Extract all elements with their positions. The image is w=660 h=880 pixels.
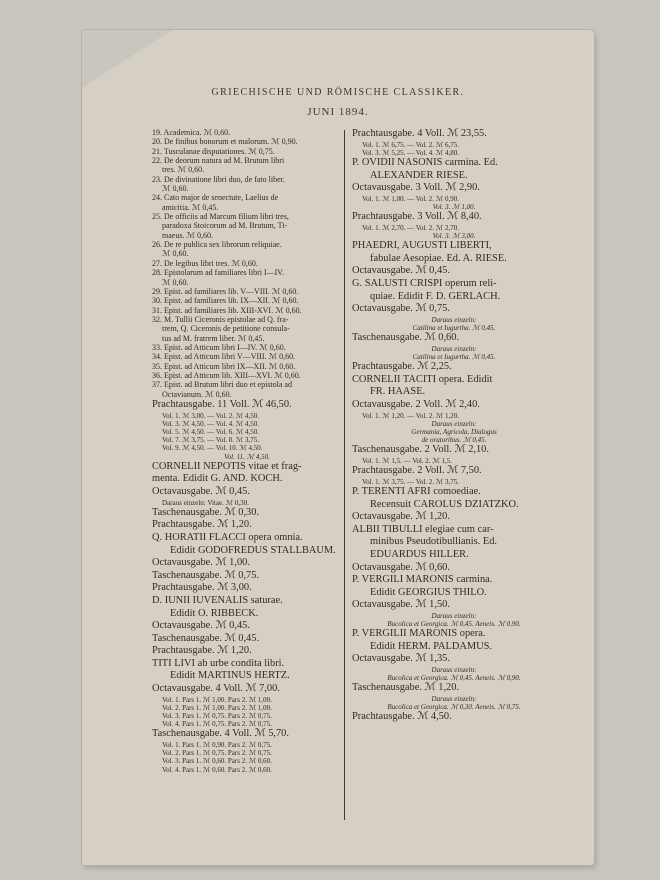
catalog-line: Octavausgabe. ℳ 0,60. xyxy=(352,561,450,573)
catalog-line: Vol. 4. Pars 1. ℳ 0,60. Pars 2. ℳ 0,60. xyxy=(162,765,272,774)
catalog-line: 29. Epist. ad familiares lib. V—VIII. ℳ 0,60. xyxy=(152,286,299,296)
catalog-line: Vol. 11. ℳ 4,50. xyxy=(224,452,270,461)
catalog-line: Taschenausgabe. ℳ 0,75. xyxy=(152,569,260,581)
catalog-line: Vol. 1. ℳ 1,20. — Vol. 2. ℳ 1,20. xyxy=(362,411,460,420)
catalog-line: Edidit GODOFREDUS STALLBAUM. xyxy=(170,544,336,556)
catalog-line: Vol. 1. ℳ 3,00. — Vol. 2. ℳ 4,50. xyxy=(162,411,260,420)
catalog-line: Octavausgabe. ℳ 0,45. xyxy=(352,265,450,277)
catalog-line: 31. Epist. ad familiares lib. XIII-XVI. ℳ 0,60. xyxy=(152,305,302,315)
catalog-line: Q. HORATII FLACCI opera omnia. xyxy=(152,531,303,543)
catalog-line: Octavausgabe. 4 Voll. ℳ 7,00. xyxy=(152,683,280,695)
catalog-line: D. IUNII IUVENALIS saturae. xyxy=(152,594,283,606)
catalog-line: Prachtausgabe. 11 Voll. ℳ 46,50. xyxy=(152,398,292,410)
catalog-line: Edidit MARTINUS HERTZ. xyxy=(170,670,290,682)
catalog-line: Daraus einzeln: Vitae. ℳ 0,30. xyxy=(162,498,249,507)
catalog-line: Catilina et Iugurtha. ℳ 0,45. xyxy=(412,352,496,361)
catalog-line: Recensuit CAROLUS DZIATZKO. xyxy=(370,498,519,510)
catalog-line: Octavausgabe. ℳ 1,35. xyxy=(352,653,450,665)
catalog-line: Daraus einzeln: xyxy=(431,611,477,620)
catalog-line: Octavausgabe. ℳ 0,45. xyxy=(152,620,250,632)
catalog-line: Taschenausgabe. 4 Voll. ℳ 5,70. xyxy=(152,728,289,740)
catalog-line: Daraus einzeln: xyxy=(431,666,477,675)
catalog-line: 28. Epistolarum ad familiares libri I—IV. xyxy=(152,268,285,278)
catalog-line: Vol. 1. ℳ 1,00. — Vol. 2. ℳ 0,90. xyxy=(362,194,460,203)
catalog-line: Vol. 1. ℳ 6,75. — Vol. 2. ℳ 6,75. xyxy=(362,140,460,149)
catalog-line: Vol. 1. ℳ 1,5. — Vol. 2. ℳ 1,5. xyxy=(362,456,453,465)
catalog-line: 30. Epist. ad familiares lib. IX—XII. ℳ 0,60. xyxy=(152,296,299,306)
catalog-line: Vol. 3. Pars 1. ℳ 0,60. Pars 2. ℳ 0,60. xyxy=(162,757,272,766)
right-column xyxy=(352,128,556,724)
catalog-line: quiae. Edidit F. D. GERLACH. xyxy=(370,290,501,302)
catalog-line: Taschenausgabe. ℳ 1,20. xyxy=(352,682,460,694)
catalog-line: Prachtausgabe. ℳ 2,25. xyxy=(352,361,452,373)
catalog-line: Bucolica et Georgica. ℳ 0,45. Aeneis. ℳ 0,90. xyxy=(387,674,521,683)
catalog-line: tus ad M. fratrem liber. ℳ 0,45. xyxy=(162,333,265,343)
catalog-line: Taschenausgabe. 2 Voll. ℳ 2,10. xyxy=(352,444,489,456)
catalog-line: 35. Epist. ad Atticum libri IX—XII. ℳ 0,60. xyxy=(152,361,296,371)
catalog-line: Bucolica et Georgica. ℳ 0,30. Aeneis. ℳ 0,75. xyxy=(387,703,521,712)
catalog-line: 23. De divinatione libri duo, de fato liber. xyxy=(152,174,285,184)
catalog-page xyxy=(82,30,594,865)
catalog-line: 20. De finibus bonorum et malorum. ℳ 0,90. xyxy=(152,137,298,147)
catalog-line: P. VERGILI MARONIS carmina. xyxy=(352,574,493,586)
catalog-line: Edidit O. RIBBECK. xyxy=(170,607,259,619)
catalog-line: 25. De officiis ad Marcum filium libri tres, xyxy=(152,212,289,222)
catalog-line: Octavausgabe. ℳ 1,00. xyxy=(152,557,250,569)
catalog-line: 36. Epist. ad Atticum lib. XIII—XVI. ℳ 0,60. xyxy=(152,370,301,380)
catalog-line: ℳ 0,60. xyxy=(162,249,189,259)
catalog-line: PHAEDRI, AUGUSTI LIBERTI, xyxy=(352,240,492,252)
catalog-line: fabulae Aesopiae. Ed. A. RIESE. xyxy=(370,252,507,264)
catalog-line: Vol. 3. ℳ 5,25. — Vol. 4. ℳ 4,80. xyxy=(362,148,460,157)
catalog-line: tres. ℳ 0,60. xyxy=(162,165,205,175)
catalog-line: 26. De re publica sex librorum reliquiae. xyxy=(152,240,282,250)
catalog-line: Vol. 3. ℳ 1,00. xyxy=(432,202,476,211)
catalog-line: Octavausgabe. 2 Voll. ℳ 2,40. xyxy=(352,398,480,410)
catalog-line: 22. De deorum natura ad M. Brutum libri xyxy=(152,156,285,166)
catalog-line: Daraus einzeln: xyxy=(431,695,477,704)
catalog-line: ℳ 0,60. xyxy=(162,184,189,194)
catalog-line: Octavausgabe. ℳ 1,50. xyxy=(352,599,450,611)
catalog-line: P. TERENTI AFRI comoediae. xyxy=(352,485,481,497)
catalog-line: Vol. 5. ℳ 4,50. — Vol. 6. ℳ 4,50. xyxy=(162,427,260,436)
catalog-line: 34. Epist. ad Atticum libri V—VIII. ℳ 0,60. xyxy=(152,352,296,362)
catalog-line: Vol. 3. Pars 1. ℳ 0,75. Pars 2. ℳ 0,75. xyxy=(162,712,272,721)
column-divider xyxy=(344,130,345,820)
catalog-date: JUNI 1894. xyxy=(307,106,369,118)
left-column xyxy=(152,128,342,774)
catalog-line: Prachtausgabe. ℳ 1,20. xyxy=(152,645,252,657)
catalog-title: GRIECHISCHE UND RÖMISCHE CLASSIKER. xyxy=(211,87,465,98)
catalog-line: Vol. 1. ℳ 2,70. — Vol. 2. ℳ 2,70. xyxy=(362,223,460,232)
catalog-line: ALEXANDER RIESE. xyxy=(370,169,468,181)
catalog-line: Vol. 9. ℳ 4,50. — Vol. 10. ℳ 4,50. xyxy=(162,444,263,453)
catalog-line: Taschenausgabe. ℳ 0,30. xyxy=(152,506,260,518)
catalog-line: CORNELII NEPOTIS vitae et frag- xyxy=(152,460,302,472)
catalog-line: EDUARDUS HILLER. xyxy=(370,548,469,560)
catalog-line: P. OVIDII NASONIS carmina. Ed. xyxy=(352,157,498,168)
catalog-line: minibus Pseudotibullianis. Ed. xyxy=(370,536,498,548)
catalog-line: Germania, Agricola, Dialogus xyxy=(411,427,497,436)
catalog-line: Vol. 2. Pars 1. ℳ 0,75. Pars 2. ℳ 0,75. xyxy=(162,749,272,758)
catalog-line: Edidit HERM. PALDAMUS. xyxy=(370,640,493,652)
catalog-line: Edidit GEORGIUS THILO. xyxy=(370,586,487,598)
catalog-line: maeus. ℳ 0,60. xyxy=(162,230,213,240)
catalog-line: Daraus einzeln: xyxy=(431,419,477,428)
catalog-line: Vol. 3. ℳ 3,00. xyxy=(432,231,476,240)
catalog-line: 19. Academica. ℳ 0,60. xyxy=(152,128,231,137)
catalog-line: paradoxa Stoicorum ad M. Brutum, Ti- xyxy=(162,221,288,231)
catalog-line: Vol. 3. ℳ 4,50. — Vol. 4. ℳ 4,50. xyxy=(162,419,260,428)
catalog-line: Octavianum. ℳ 0,60. xyxy=(162,389,232,399)
catalog-line: Prachtausgabe. ℳ 4,50. xyxy=(352,711,452,723)
catalog-line: Vol. 1. ℳ 3,75. — Vol. 2. ℳ 3,75. xyxy=(362,477,460,486)
catalog-line: Vol. 2. Pars 1. ℳ 1,00. Pars 2. ℳ 1,00. xyxy=(162,703,272,712)
catalog-line: Prachtausgabe. ℳ 1,20. xyxy=(152,519,252,531)
catalog-line: Catilina et Iugurtha. ℳ 0,45. xyxy=(412,323,496,332)
catalog-line: G. SALUSTI CRISPI operum reli- xyxy=(352,277,497,289)
catalog-line: Prachtausgabe. 3 Voll. ℳ 8,40. xyxy=(352,211,482,223)
catalog-line: Vol. 1. Pars 1. ℳ 1,00. Pars 2. ℳ 1,00. xyxy=(162,695,272,704)
catalog-line: Daraus einzeln: xyxy=(431,315,477,324)
catalog-line: CORNELII TACITI opera. Edidit xyxy=(352,373,493,385)
catalog-line: 37. Epist. ad Brutum libri duo et epistola ad xyxy=(152,380,292,390)
catalog-line: ALBII TIBULLI elegiae cum car- xyxy=(352,523,494,535)
catalog-line: Octavausgabe. ℳ 1,20. xyxy=(352,511,450,523)
catalog-line: Vol. 7. ℳ 3,75. — Vol. 8. ℳ 3,75. xyxy=(162,436,260,445)
catalog-line: Taschenausgabe. ℳ 0,60. xyxy=(352,332,460,344)
catalog-line: Prachtausgabe. ℳ 3,00. xyxy=(152,582,252,594)
catalog-line: TITI LIVI ab urbe condita libri. xyxy=(152,657,285,669)
catalog-line: Prachtausgabe. 2 Voll. ℳ 7,50. xyxy=(352,465,482,477)
catalog-line: FR. HAASE. xyxy=(370,386,426,398)
catalog-line: menta. Edidit G. AND. KOCH. xyxy=(152,473,283,485)
catalog-line: Octavausgabe. 3 Voll. ℳ 2,90. xyxy=(352,182,480,194)
catalog-line: ℳ 0,60. xyxy=(162,277,189,287)
catalog-line: Daraus einzeln: xyxy=(431,344,477,353)
catalog-line: trem, Q. Ciceronis de petitione consula- xyxy=(162,324,290,334)
catalog-line: Prachtausgabe. 4 Voll. ℳ 23,55. xyxy=(352,128,487,139)
catalog-line: P. VERGILII MARONIS opera. xyxy=(352,628,486,640)
catalog-line: Octavausgabe. ℳ 0,45. xyxy=(152,485,250,497)
catalog-line: Taschenausgabe. ℳ 0,45. xyxy=(152,632,260,644)
catalog-line: 21. Tusculanae disputationes. ℳ 0,75. xyxy=(152,146,275,156)
catalog-line: 27. De legibus libri tres. ℳ 0,60. xyxy=(152,258,258,268)
catalog-line: 32. M. Tullii Ciceronis epistolae ad Q. fra- xyxy=(152,314,289,324)
catalog-line: 33. Epist. ad Atticum libri I—IV. ℳ 0,60. xyxy=(152,342,286,352)
catalog-line: Vol. 4. Pars 1. ℳ 0,75. Pars 2. ℳ 0,75. xyxy=(162,720,272,729)
catalog-line: Bucolica et Georgica. ℳ 0,45. Aeneis. ℳ 0,90. xyxy=(387,620,521,629)
catalog-line: Vol. 1. Pars 1. ℳ 0,90. Pars 2. ℳ 0,75. xyxy=(162,741,272,750)
catalog-line: amicitia. ℳ 0,45. xyxy=(162,202,219,212)
catalog-line: de oratoribus. ℳ 0,45. xyxy=(421,436,487,445)
catalog-line: 24. Cato major de senectute, Laelius de xyxy=(152,193,279,203)
catalog-line: Octavausgabe. ℳ 0,75. xyxy=(352,303,450,315)
